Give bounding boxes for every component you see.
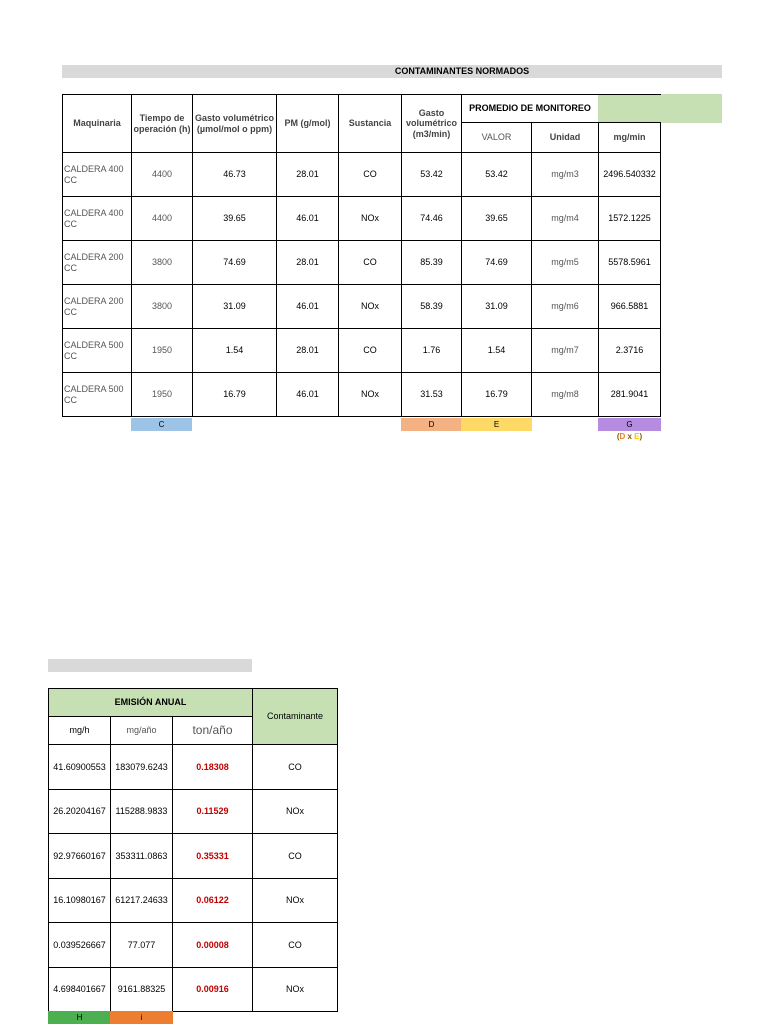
table2-cell-mgano: 61217.24633 [110,878,173,924]
table1-cell-mgmin: 966.5881 [598,284,661,329]
table1-cell-maquinaria: CALDERA 400 CC [62,152,132,197]
table1-cell-mgmin: 1572.1225 [598,196,661,241]
table1-title: CONTAMINANTES NORMADOS [394,66,530,76]
header-pm: PM (g/mol) [276,94,339,153]
table2-cell-mgano: 115288.9833 [110,789,173,835]
header-promedio: PROMEDIO DE MONITOREO [461,94,599,123]
formula-e: E [634,432,640,441]
table1-cell-valor: 39.65 [461,196,532,241]
table1-cell-sustancia: CO [338,152,402,197]
table2-cell-ton: 0.35331 [172,833,253,879]
table1-cell-sustancia: NOx [338,284,402,329]
table1-cell-gasto-m3: 31.53 [401,372,462,417]
table1-cell-pm: 46.01 [276,284,339,329]
table1-cell-valor: 74.69 [461,240,532,285]
header-sustancia: Sustancia [338,94,402,153]
table1-cell-sustancia: CO [338,328,402,373]
header-tiempo: Tiempo de operación (h) [131,94,193,153]
table2-cell-ton: 0.11529 [172,789,253,835]
header-emision-anual: EMISIÓN ANUAL [48,688,253,717]
table2-title-bar [48,659,252,672]
table1-cell-gasto: 1.54 [192,328,277,373]
label-e: E [461,418,532,431]
label-c: C [131,418,192,431]
table2-cell-mgh: 41.60900553 [48,744,111,790]
table2-cell-mgh: 26.20204167 [48,789,111,835]
table1-cell-maquinaria: CALDERA 500 CC [62,328,132,373]
table1-cell-gasto: 46.73 [192,152,277,197]
table1-cell-tiempo: 3800 [131,284,193,329]
header-mgano: mg/año [110,716,173,745]
table1-cell-mgmin: 2496.540332 [598,152,661,197]
table2-cell-mgano: 353311.0863 [110,833,173,879]
table1-cell-unidad: mg/m7 [531,328,599,373]
label-g: G [598,418,661,431]
table2-cell-mgh: 0.039526667 [48,922,111,968]
table2-cell-cont: CO [252,922,338,968]
table2-cell-mgano: 9161.88325 [110,967,173,1013]
table2-cell-ton: 0.18308 [172,744,253,790]
formula-dxe [598,431,661,443]
table1-cell-unidad: mg/m3 [531,152,599,197]
table2-cell-mgh: 4.698401667 [48,967,111,1013]
table1-cell-pm: 28.01 [276,152,339,197]
header-gasto-m3: Gasto volumétrico (m3/min) [401,94,462,153]
table1-cell-tiempo: 4400 [131,196,193,241]
formula-close: ) [639,432,643,441]
green-cell-top-border [598,94,661,95]
table1-cell-pm: 46.01 [276,372,339,417]
table1-cell-mgmin: 5578.5961 [598,240,661,285]
table1-cell-tiempo: 1950 [131,328,193,373]
table1-cell-unidad: mg/m8 [531,372,599,417]
table1-cell-valor: 1.54 [461,328,532,373]
table1-cell-mgmin: 281.9041 [598,372,661,417]
green-header-cell [598,94,722,123]
table2-cell-ton: 0.00008 [172,922,253,968]
table1-cell-sustancia: CO [338,240,402,285]
table2-cell-cont: CO [252,744,338,790]
table1-cell-gasto: 31.09 [192,284,277,329]
table2-cell-mgano: 77.077 [110,922,173,968]
table1-cell-maquinaria: CALDERA 200 CC [62,240,132,285]
label-h: H [48,1011,111,1024]
formula-d: D [619,432,626,441]
table2-cell-cont: NOx [252,967,338,1013]
header-valor: VALOR [461,122,532,153]
formula-x: x [625,432,635,441]
table1-cell-maquinaria: CALDERA 200 CC [62,284,132,329]
table1-cell-gasto-m3: 1.76 [401,328,462,373]
table1-cell-gasto: 16.79 [192,372,277,417]
table1-cell-maquinaria: CALDERA 500 CC [62,372,132,417]
table1-cell-maquinaria: CALDERA 400 CC [62,196,132,241]
table1-cell-gasto-m3: 74.46 [401,196,462,241]
table1-cell-valor: 53.42 [461,152,532,197]
table1-cell-unidad: mg/m5 [531,240,599,285]
header-contaminante: Contaminante [252,688,338,745]
header-maquinaria: Maquinaria [62,94,132,153]
header-unidad: Unidad [531,122,599,153]
table2-cell-ton: 0.00916 [172,967,253,1013]
table2-cell-mgh: 92.97660167 [48,833,111,879]
table1-cell-tiempo: 3800 [131,240,193,285]
table1-title-bar [62,65,722,78]
table2-cell-mgano: 183079.6243 [110,744,173,790]
table1-cell-valor: 31.09 [461,284,532,329]
table2-cell-cont: CO [252,833,338,879]
table1-cell-gasto-m3: 58.39 [401,284,462,329]
label-d: D [401,418,462,431]
table1-cell-gasto: 39.65 [192,196,277,241]
table1-cell-pm: 46.01 [276,196,339,241]
table1-cell-unidad: mg/m6 [531,284,599,329]
formula-open: ( [616,432,620,441]
table1-cell-unidad: mg/m4 [531,196,599,241]
label-i: i [110,1011,173,1024]
table1-cell-tiempo: 4400 [131,152,193,197]
table1-cell-sustancia: NOx [338,196,402,241]
table1-cell-sustancia: NOx [338,372,402,417]
table1-cell-pm: 28.01 [276,240,339,285]
table1-cell-mgmin: 2.3716 [598,328,661,373]
header-mgh: mg/h [48,716,111,745]
table1-cell-tiempo: 1950 [131,372,193,417]
table1-cell-valor: 16.79 [461,372,532,417]
table2-cell-cont: NOx [252,789,338,835]
table1-cell-pm: 28.01 [276,328,339,373]
table2-cell-mgh: 16.10980167 [48,878,111,924]
header-gasto-vol: Gasto volumétrico (µmol/mol o ppm) [192,94,277,153]
header-mgmin: mg/min [598,122,661,153]
table2-cell-ton: 0.06122 [172,878,253,924]
table1-cell-gasto: 74.69 [192,240,277,285]
header-tonano: ton/año [172,716,253,745]
table1-cell-gasto-m3: 85.39 [401,240,462,285]
table2-cell-cont: NOx [252,878,338,924]
table1-cell-gasto-m3: 53.42 [401,152,462,197]
